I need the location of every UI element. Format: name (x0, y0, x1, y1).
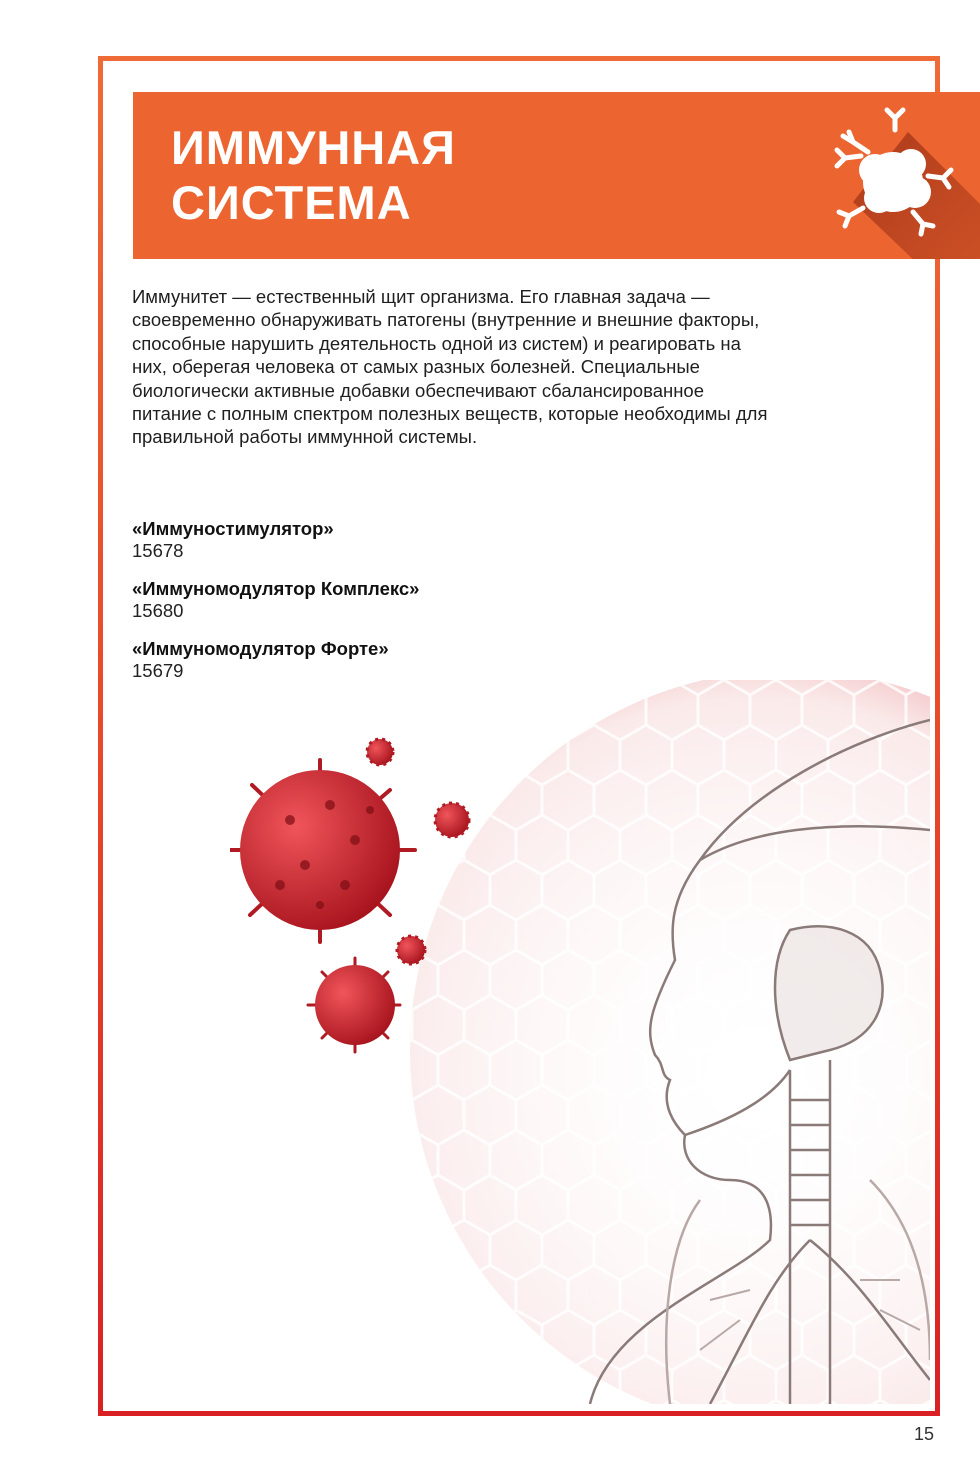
product-item (132, 518, 632, 562)
product-code: 15680 (132, 600, 184, 621)
immune-cell-icon (813, 92, 980, 259)
virus-large (230, 760, 415, 942)
section-header (133, 92, 980, 259)
product-code: 15679 (132, 660, 184, 681)
product-item (132, 638, 632, 682)
intro-text: Иммунитет — естественный щит организма. Его главная задача — своевременно обнаруживать патогены (внутренние и внешние факторы, способные нарушить деятельность одной из систем) и реагировать на них, оберегая человека от самых разных болезней. Специальные биологически активные добавки обеспечивают сбалансированное питание с полным спектром полезных веществ, которые необходимы для правильной работы иммунной системы. (132, 286, 768, 448)
product-name: «Иммуномодулятор Форте» (132, 638, 389, 659)
product-list (132, 518, 632, 698)
product-name: «Иммуномодулятор Комплекс» (132, 578, 420, 599)
product-name: «Иммуностимулятор» (132, 518, 334, 539)
product-item (132, 578, 632, 622)
product-code: 15678 (132, 540, 184, 561)
page-number: 15 (914, 1424, 935, 1444)
section-title: ИММУННАЯ СИСТЕМА (171, 121, 456, 229)
virus-medium (308, 958, 400, 1052)
immune-shield-illustration (230, 680, 930, 1404)
